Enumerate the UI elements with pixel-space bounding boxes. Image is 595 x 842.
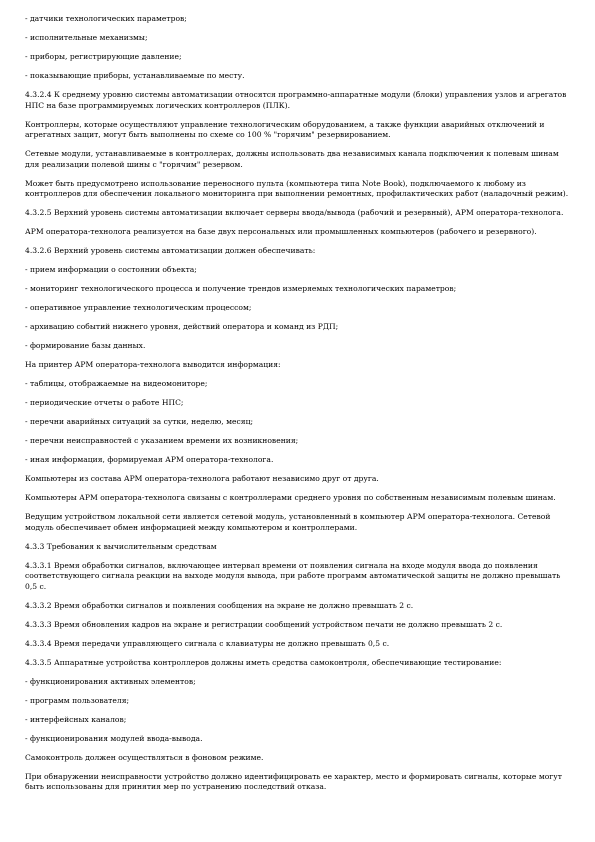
- list-item-monitoring: - мониторинг технологического процесса и получение трендов измеряемых технологических параметров;: [25, 284, 457, 293]
- list-item-local-indicators: - показывающие приборы, устанавливаемые по месту.: [25, 71, 245, 80]
- paragraph-master-device: Ведущим устройством локальной сети является сетевой модуль, установленный в компьютер АРМ оператора-технолога. Сетевой модуль обеспечивает обмен информацией между компьютером и контроллерами.: [25, 512, 551, 532]
- paragraph-4-3-2-5: 4.3.2.5 Верхний уровень системы автоматизации включает серверы ввода/вывода (рабочий и резервный), АРМ оператора-технолога.: [25, 208, 564, 217]
- list-item-other-info: - иная информация, формируемая АРМ оператора-технолога.: [25, 455, 274, 464]
- list-item-object-state: - прием информации о состоянии объекта;: [25, 265, 197, 274]
- list-item-archiving: - архивацию событий нижнего уровня, действий оператора и команд из РДП;: [25, 322, 339, 331]
- paragraph-fieldbus-links: Компьютеры АРМ оператора-технолога связаны с контроллерами среднего уровня по собственным независимым полевым шинам.: [25, 493, 556, 502]
- paragraph-4-3-3-3: 4.3.3.3 Время обновления кадров на экране и регистрации сообщений устройством печати не должно превышать 2 с.: [25, 619, 503, 629]
- list-item-actuators: - исполнительные механизмы;: [25, 33, 148, 42]
- list-item-faults: - перечни неисправностей с указанием времени их возникновения;: [25, 436, 299, 445]
- paragraph-fault-detection: При обнаружении неисправности устройство должно идентифицировать ее характер, место и формировать сигналы, которые могут быть использованы для принятия мер по устранению последствий отказа.: [25, 771, 562, 791]
- paragraph-4-3-2-6: 4.3.2.6 Верхний уровень системы автоматизации должен обеспечивать:: [25, 246, 316, 255]
- paragraph-self-test: Самоконтроль должен осуществляться в фоновом режиме.: [25, 752, 264, 762]
- document-body: [25, 14, 573, 801]
- paragraph-portable-console: Может быть предусмотрено использование переносного пульта (компьютера типа Note Book), подключаемого к любому из контроллеров для обеспечения локального мониторинга при выполнении ремонтных, профилактических работ (наладочный режим).: [25, 178, 569, 198]
- paragraph-4-3-3-5: 4.3.3.5 Аппаратные устройства контроллеров должны иметь средства самоконтроля, обеспечивающие тестирование:: [25, 657, 502, 667]
- paragraph-controllers-redundancy: Контроллеры, которые осуществляют управление технологическим оборудованием, а также функции аварийных отключений и агрегатных защит, могут быть выполнены по схеме со 100 % "горячим" резервированием.: [25, 119, 545, 139]
- list-item-sensors: - датчики технологических параметров;: [25, 14, 187, 23]
- list-item-pressure-recorders: - приборы, регистрирующие давление;: [25, 52, 182, 61]
- section-heading-4-3-3: 4.3.3 Требования к вычислительным средствам: [25, 541, 217, 551]
- list-item-active-elements: - функционирования активных элементов;: [25, 676, 196, 686]
- list-item-database: - формирование базы данных.: [25, 341, 146, 350]
- paragraph-4-3-2-4: 4.3.2.4 К среднему уровню системы автоматизации относятся программно-аппаратные модули (блоки) управления узлов и агрегатов НПС на базе программируемых логических контроллеров (ПЛК).: [25, 90, 567, 110]
- list-item-tables: - таблицы, отображаемые на видеомониторе;: [25, 379, 208, 388]
- list-item-interface-channels: - интерфейсных каналов;: [25, 714, 127, 724]
- list-item-io-modules: - функционирования модулей ввода-вывода.: [25, 733, 203, 743]
- paragraph-printer-output: На принтер АРМ оператора-технолога выводится информация:: [25, 360, 281, 369]
- paragraph-4-3-3-1: 4.3.3.1 Время обработки сигналов, включающее интервал времени от появления сигнала на входе модуля ввода до появления соответствующего сигнала реакции на выходе модуля вывода, при работе программ автоматической защиты не должно превышать 0,5 с.: [25, 560, 561, 591]
- paragraph-independent-computers: Компьютеры из состава АРМ оператора-технолога работают независимо друг от друга.: [25, 474, 379, 483]
- paragraph-4-3-3-4: 4.3.3.4 Время передачи управляющего сигнала с клавиатуры не должно превышать 0,5 с.: [25, 638, 390, 648]
- list-item-emergencies: - перечни аварийных ситуаций за сутки, неделю, месяц;: [25, 417, 254, 426]
- list-item-operational-control: - оперативное управление технологическим процессом;: [25, 303, 252, 312]
- list-item-user-programs: - программ пользователя;: [25, 695, 130, 705]
- list-item-reports: - периодические отчеты о работе НПС;: [25, 398, 184, 407]
- paragraph-network-modules: Сетевые модули, устанавливаемые в контроллерах, должны использовать два независимых канала подключения к полевым шинам для реализации полевой шины с "горячим" резервом.: [25, 149, 559, 169]
- paragraph-operator-workstation: АРМ оператора-технолога реализуется на базе двух персональных или промышленных компьютеров (рабочего и резервного).: [25, 227, 537, 236]
- paragraph-4-3-3-2: 4.3.3.2 Время обработки сигналов и появления сообщения на экране не должно превышать 2 с.: [25, 600, 414, 610]
